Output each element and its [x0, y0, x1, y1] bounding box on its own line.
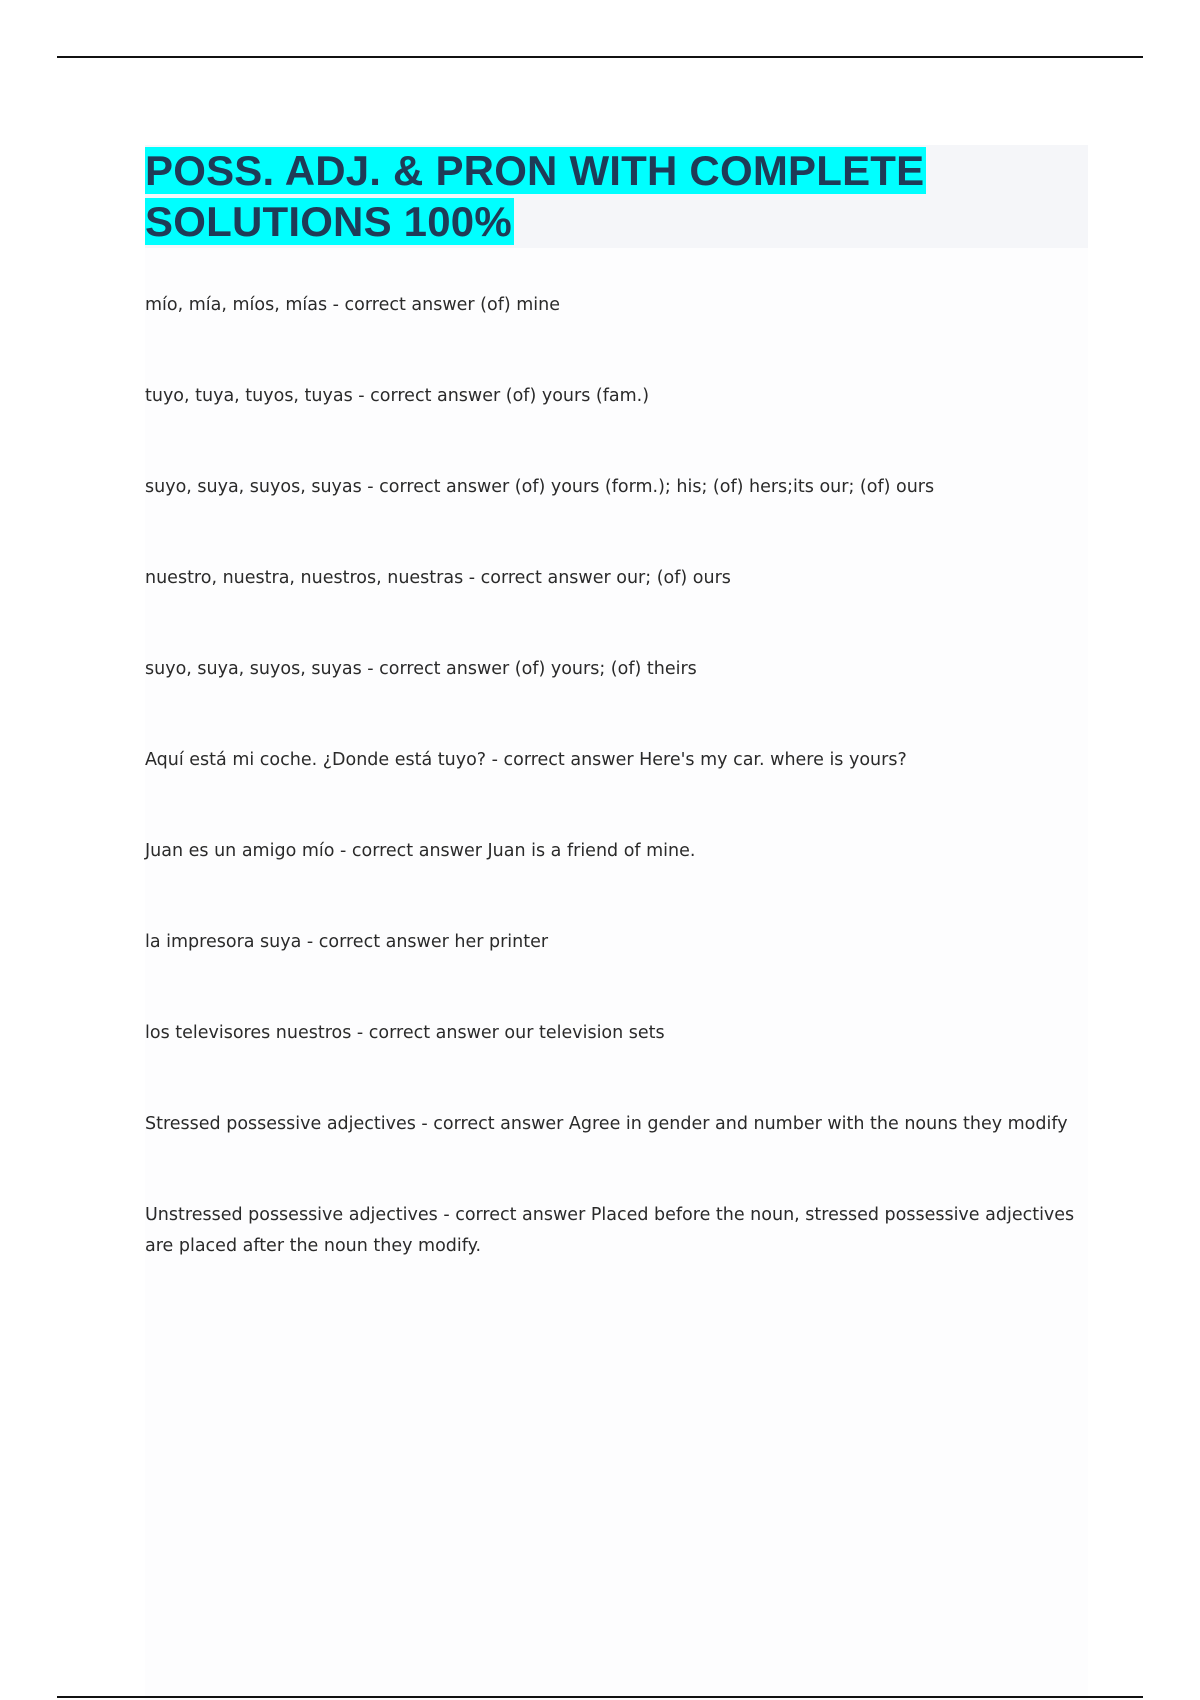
qa-item: los televisores nuestros - correct answer our television sets	[145, 1023, 665, 1043]
qa-item: nuestro, nuestra, nuestros, nuestras - correct answer our; (of) ours	[145, 568, 731, 588]
qa-item: tuyo, tuya, tuyos, tuyas - correct answer (of) yours (fam.)	[145, 386, 650, 406]
qa-item: Stressed possessive adjectives - correct answer Agree in gender and number with the nouns they modify	[145, 1114, 1068, 1134]
page-content	[145, 145, 1088, 1700]
qa-item: Unstressed possessive adjectives - correct answer Placed before the noun, stressed possessive adjectives are placed after the noun they modify.	[145, 1205, 1075, 1256]
title-block	[145, 145, 1088, 248]
qa-item: Aquí está mi coche. ¿Donde está tuyo? - correct answer Here's my car. where is yours?	[145, 750, 907, 770]
qa-item: suyo, suya, suyos, suyas - correct answer (of) yours; (of) theirs	[145, 659, 697, 679]
qa-item: suyo, suya, suyos, suyas - correct answer (of) yours (form.); his; (of) hers;its our; (of) ours	[145, 477, 935, 497]
qa-item: la impresora suya - correct answer her printer	[145, 932, 549, 952]
title-line-2: SOLUTIONS 100%	[145, 198, 512, 245]
qa-item: Juan es un amigo mío - correct answer Juan is a friend of mine.	[145, 841, 696, 861]
title-line-1: POSS. ADJ. & PRON WITH COMPLETE	[145, 147, 925, 194]
page-title	[145, 145, 1088, 247]
qa-item: mío, mía, míos, mías - correct answer (of) mine	[145, 295, 561, 315]
bottom-rule	[57, 1696, 1143, 1698]
top-rule	[57, 56, 1143, 58]
